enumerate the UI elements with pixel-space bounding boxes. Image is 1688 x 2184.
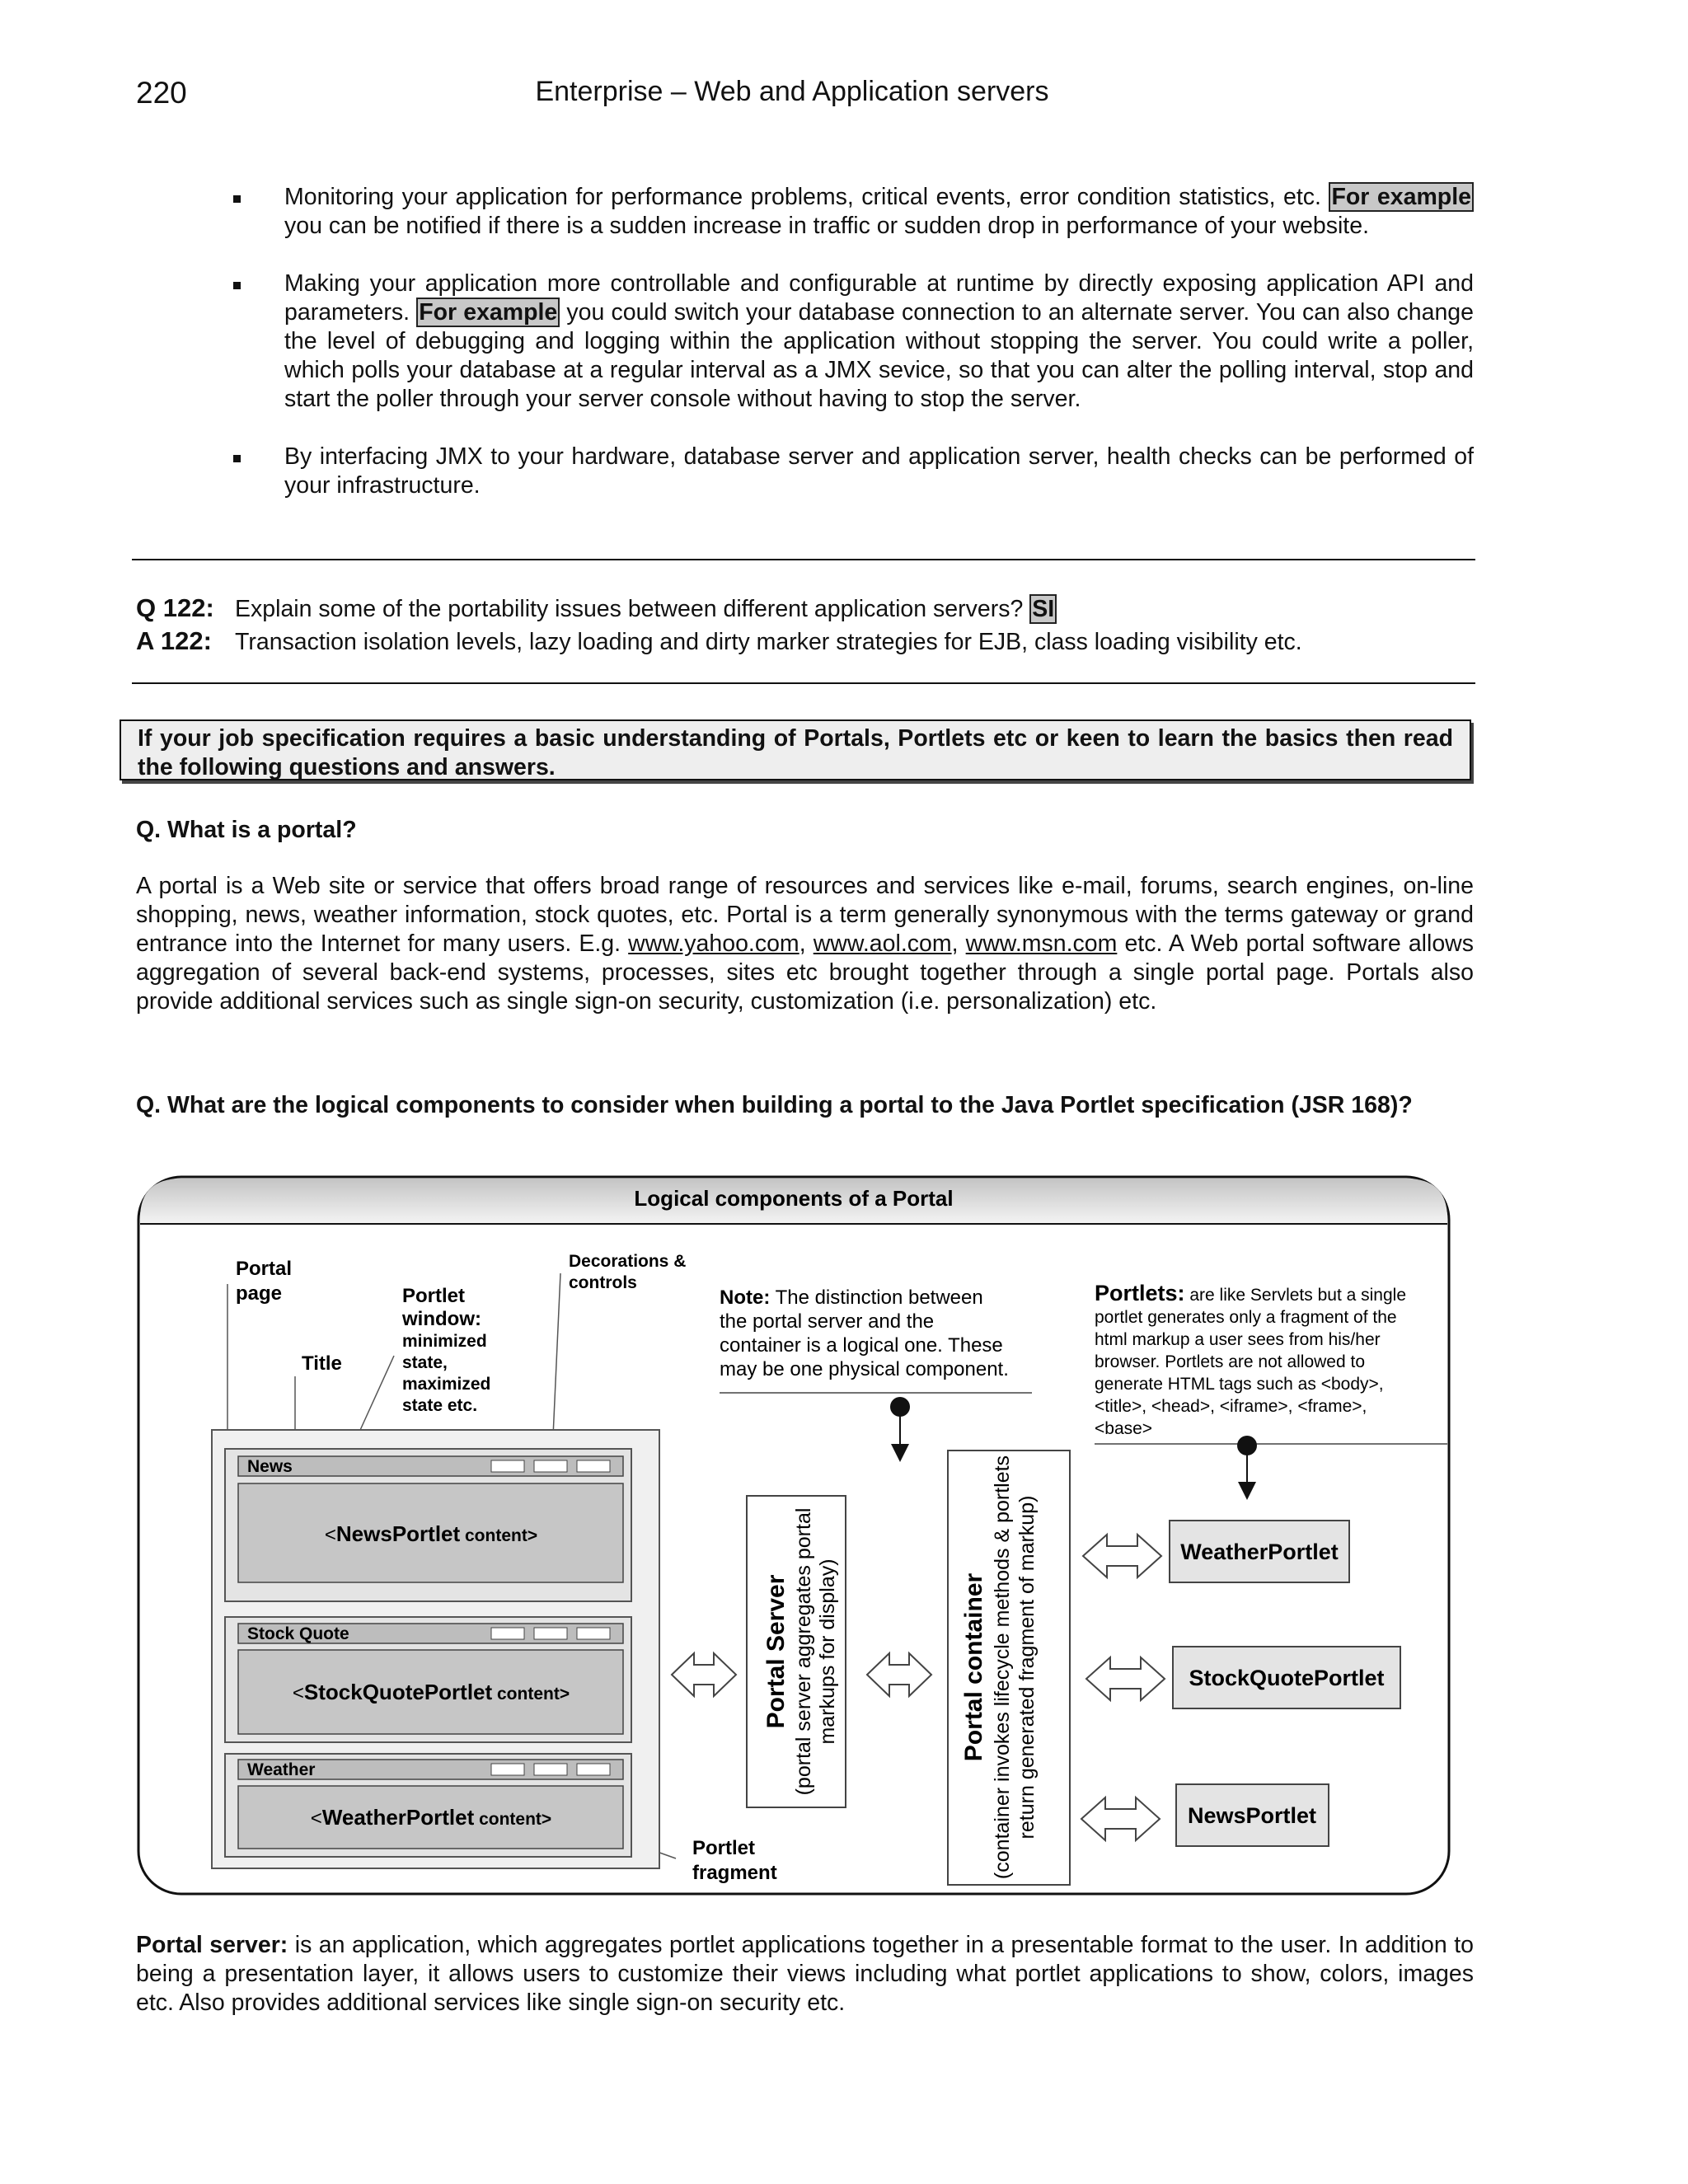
link-aol[interactable]: www.aol.com: [813, 930, 952, 957]
portal-server-sub-2: markups for display): [816, 1558, 839, 1745]
window-title: Weather: [247, 1760, 316, 1779]
portlet-window-stock-quote: [225, 1617, 631, 1742]
bullet-text: Making your application more controllable and configurable at runtime by directly exposing application API and parameters.: [284, 270, 1474, 326]
close-control[interactable]: [577, 1460, 610, 1472]
highlight-for-example: For example: [1329, 182, 1474, 212]
portlets-line-4: browser. Portlets are not allowed to: [1095, 1352, 1366, 1371]
running-header: Enterprise – Web and Application servers: [535, 76, 1049, 107]
answer-label: A 122:: [136, 626, 212, 655]
separator: ,: [951, 930, 966, 957]
link-msn[interactable]: www.msn.com: [965, 930, 1118, 957]
label-page: page: [236, 1282, 283, 1305]
maximize-control[interactable]: [534, 1460, 567, 1472]
portlet-box-weather: [1170, 1521, 1349, 1582]
label-portlet-fragment-2: fragment: [692, 1862, 777, 1884]
portlet-name: WeatherPortlet: [1180, 1540, 1339, 1564]
portlets-line-7: <base>: [1095, 1419, 1153, 1438]
question-tag: SI: [1029, 594, 1057, 624]
question-label: Q 122:: [136, 593, 214, 622]
portal-container-sub-1: (container invokes lifecycle methods & portlets: [991, 1455, 1014, 1880]
answer-text: Transaction isolation levels, lazy loading and dirty marker strategies for EJB, class loading visibility etc.: [235, 629, 1302, 655]
bullet-text: you could switch your database connection to an alternate server. You can also change the level of debugging and logging within the application without stopping the server. You could write a poller, which polls your database at a regular interval as a JMX sevice, so that you can alter the polling interval, stop and start the poller through your server console without having to stop the server.: [284, 299, 1475, 412]
portlet-box-news: [1176, 1784, 1329, 1846]
portlets-line-1: Portlets: are like Servlets but a single: [1095, 1281, 1406, 1305]
label-maximized: maximized: [402, 1375, 491, 1394]
label-window: window:: [402, 1308, 481, 1330]
note-line-4: may be one physical component.: [720, 1358, 1009, 1380]
portal-server-paragraph: [136, 1931, 1474, 2018]
close-control[interactable]: [577, 1764, 610, 1775]
maximize-control[interactable]: [534, 1764, 567, 1775]
note-line-3: container is a logical one. These: [720, 1334, 1003, 1357]
maximize-control[interactable]: [534, 1628, 567, 1639]
label-minimized: minimized: [402, 1332, 487, 1351]
window-title: News: [247, 1457, 293, 1476]
answer-text: A portal is a Web site or service that offers broad range of resources and services like e-mail, forums, search engines, on-line shopping, news, weather information, stock quotes, etc. Portal is a term generally synonymous with the terms gateway or grand entrance into the Internet for many users. E.g.: [136, 873, 1474, 957]
question-text: Explain some of the portability issues between different application servers?: [235, 596, 1024, 622]
portlet-window-news: [225, 1449, 631, 1601]
note-line-1: Note: The distinction between: [720, 1286, 983, 1309]
label-title: Title: [302, 1352, 342, 1375]
label-controls: controls: [569, 1273, 637, 1292]
page-number: 220: [136, 76, 187, 110]
portlets-line-6: <title>, <head>, <iframe>, <frame>,: [1095, 1397, 1367, 1416]
definition: is an application, which aggregates portlet applications together in a presentable format to the user. In addition to being a presentation layer, it allows users to customize their views including what portlet applications to show, colors, images etc. Also provides additional services like single sign-on security etc.: [136, 1932, 1474, 2016]
label-portlet-fragment-1: Portlet: [692, 1837, 756, 1859]
components-question: Q. What are the logical components to consider when building a portal to the Java Portlet specification (JSR 168)?: [136, 1092, 1413, 1118]
label-state-etc: state etc.: [402, 1396, 478, 1415]
window-content: <StockQuotePortlet content>: [292, 1680, 570, 1704]
portlet-name: StockQuotePortlet: [1189, 1666, 1385, 1690]
minimize-control[interactable]: [491, 1764, 524, 1775]
window-title: Stock Quote: [247, 1624, 349, 1643]
bullet-text: Monitoring your application for performance problems, critical events, error condition statistics, etc.: [284, 184, 1329, 210]
portlets-line-5: generate HTML tags such as <body>,: [1095, 1375, 1384, 1394]
portlet-window-weather: [225, 1754, 631, 1857]
note-line-2: the portal server and the: [720, 1310, 935, 1333]
callout-box: If your job specification requires a basic understanding of Portals, Portlets etc or keen to learn the basics then read the following questions and answers.: [120, 719, 1471, 780]
minimize-control[interactable]: [491, 1460, 524, 1472]
minimize-control[interactable]: [491, 1628, 524, 1639]
portal-server-sub-1: (portal server aggregates portal: [792, 1507, 815, 1796]
term: Portal server:: [136, 1932, 288, 1958]
portlet-box-stock-quote: [1173, 1647, 1400, 1708]
label-portal: Portal: [236, 1258, 293, 1280]
portlet-name: NewsPortlet: [1187, 1803, 1317, 1828]
label-portlet: Portlet: [402, 1285, 466, 1307]
diagram-title: Logical components of a Portal: [634, 1186, 954, 1211]
window-content: <NewsPortlet content>: [324, 1521, 538, 1546]
portal-container-title: Portal container: [960, 1572, 987, 1762]
portal-server-title: Portal Server: [762, 1574, 790, 1729]
portlets-line-2: portlet generates only a fragment of the: [1095, 1308, 1397, 1327]
portlets-line-3: html markup a user sees from his/her: [1095, 1330, 1381, 1349]
answer-text: etc. A Web portal software allows aggregation of several back-end systems, processes, sites etc brought together through a single portal page. Portals also provide additional services such as single sign-on security, customization (i.e. personalization) etc.: [136, 930, 1475, 1015]
close-control[interactable]: [577, 1628, 610, 1639]
portal-container-sub-2: return generated fragment of markup): [1015, 1495, 1039, 1840]
window-content: <WeatherPortlet content>: [310, 1805, 552, 1830]
bullet-text: you can be notified if there is a sudden increase in traffic or sudden drop in performance of your website.: [284, 213, 1369, 239]
label-decorations: Decorations &: [569, 1252, 687, 1271]
highlight-for-example: For example: [416, 298, 560, 327]
portal-question: Q. What is a portal?: [136, 817, 357, 843]
bullet-text: By interfacing JMX to your hardware, database server and application server, health checks can be performed of your infrastructure.: [284, 443, 1474, 499]
label-state: state,: [402, 1353, 448, 1372]
link-yahoo[interactable]: www.yahoo.com: [628, 930, 799, 957]
separator: ,: [799, 930, 814, 957]
